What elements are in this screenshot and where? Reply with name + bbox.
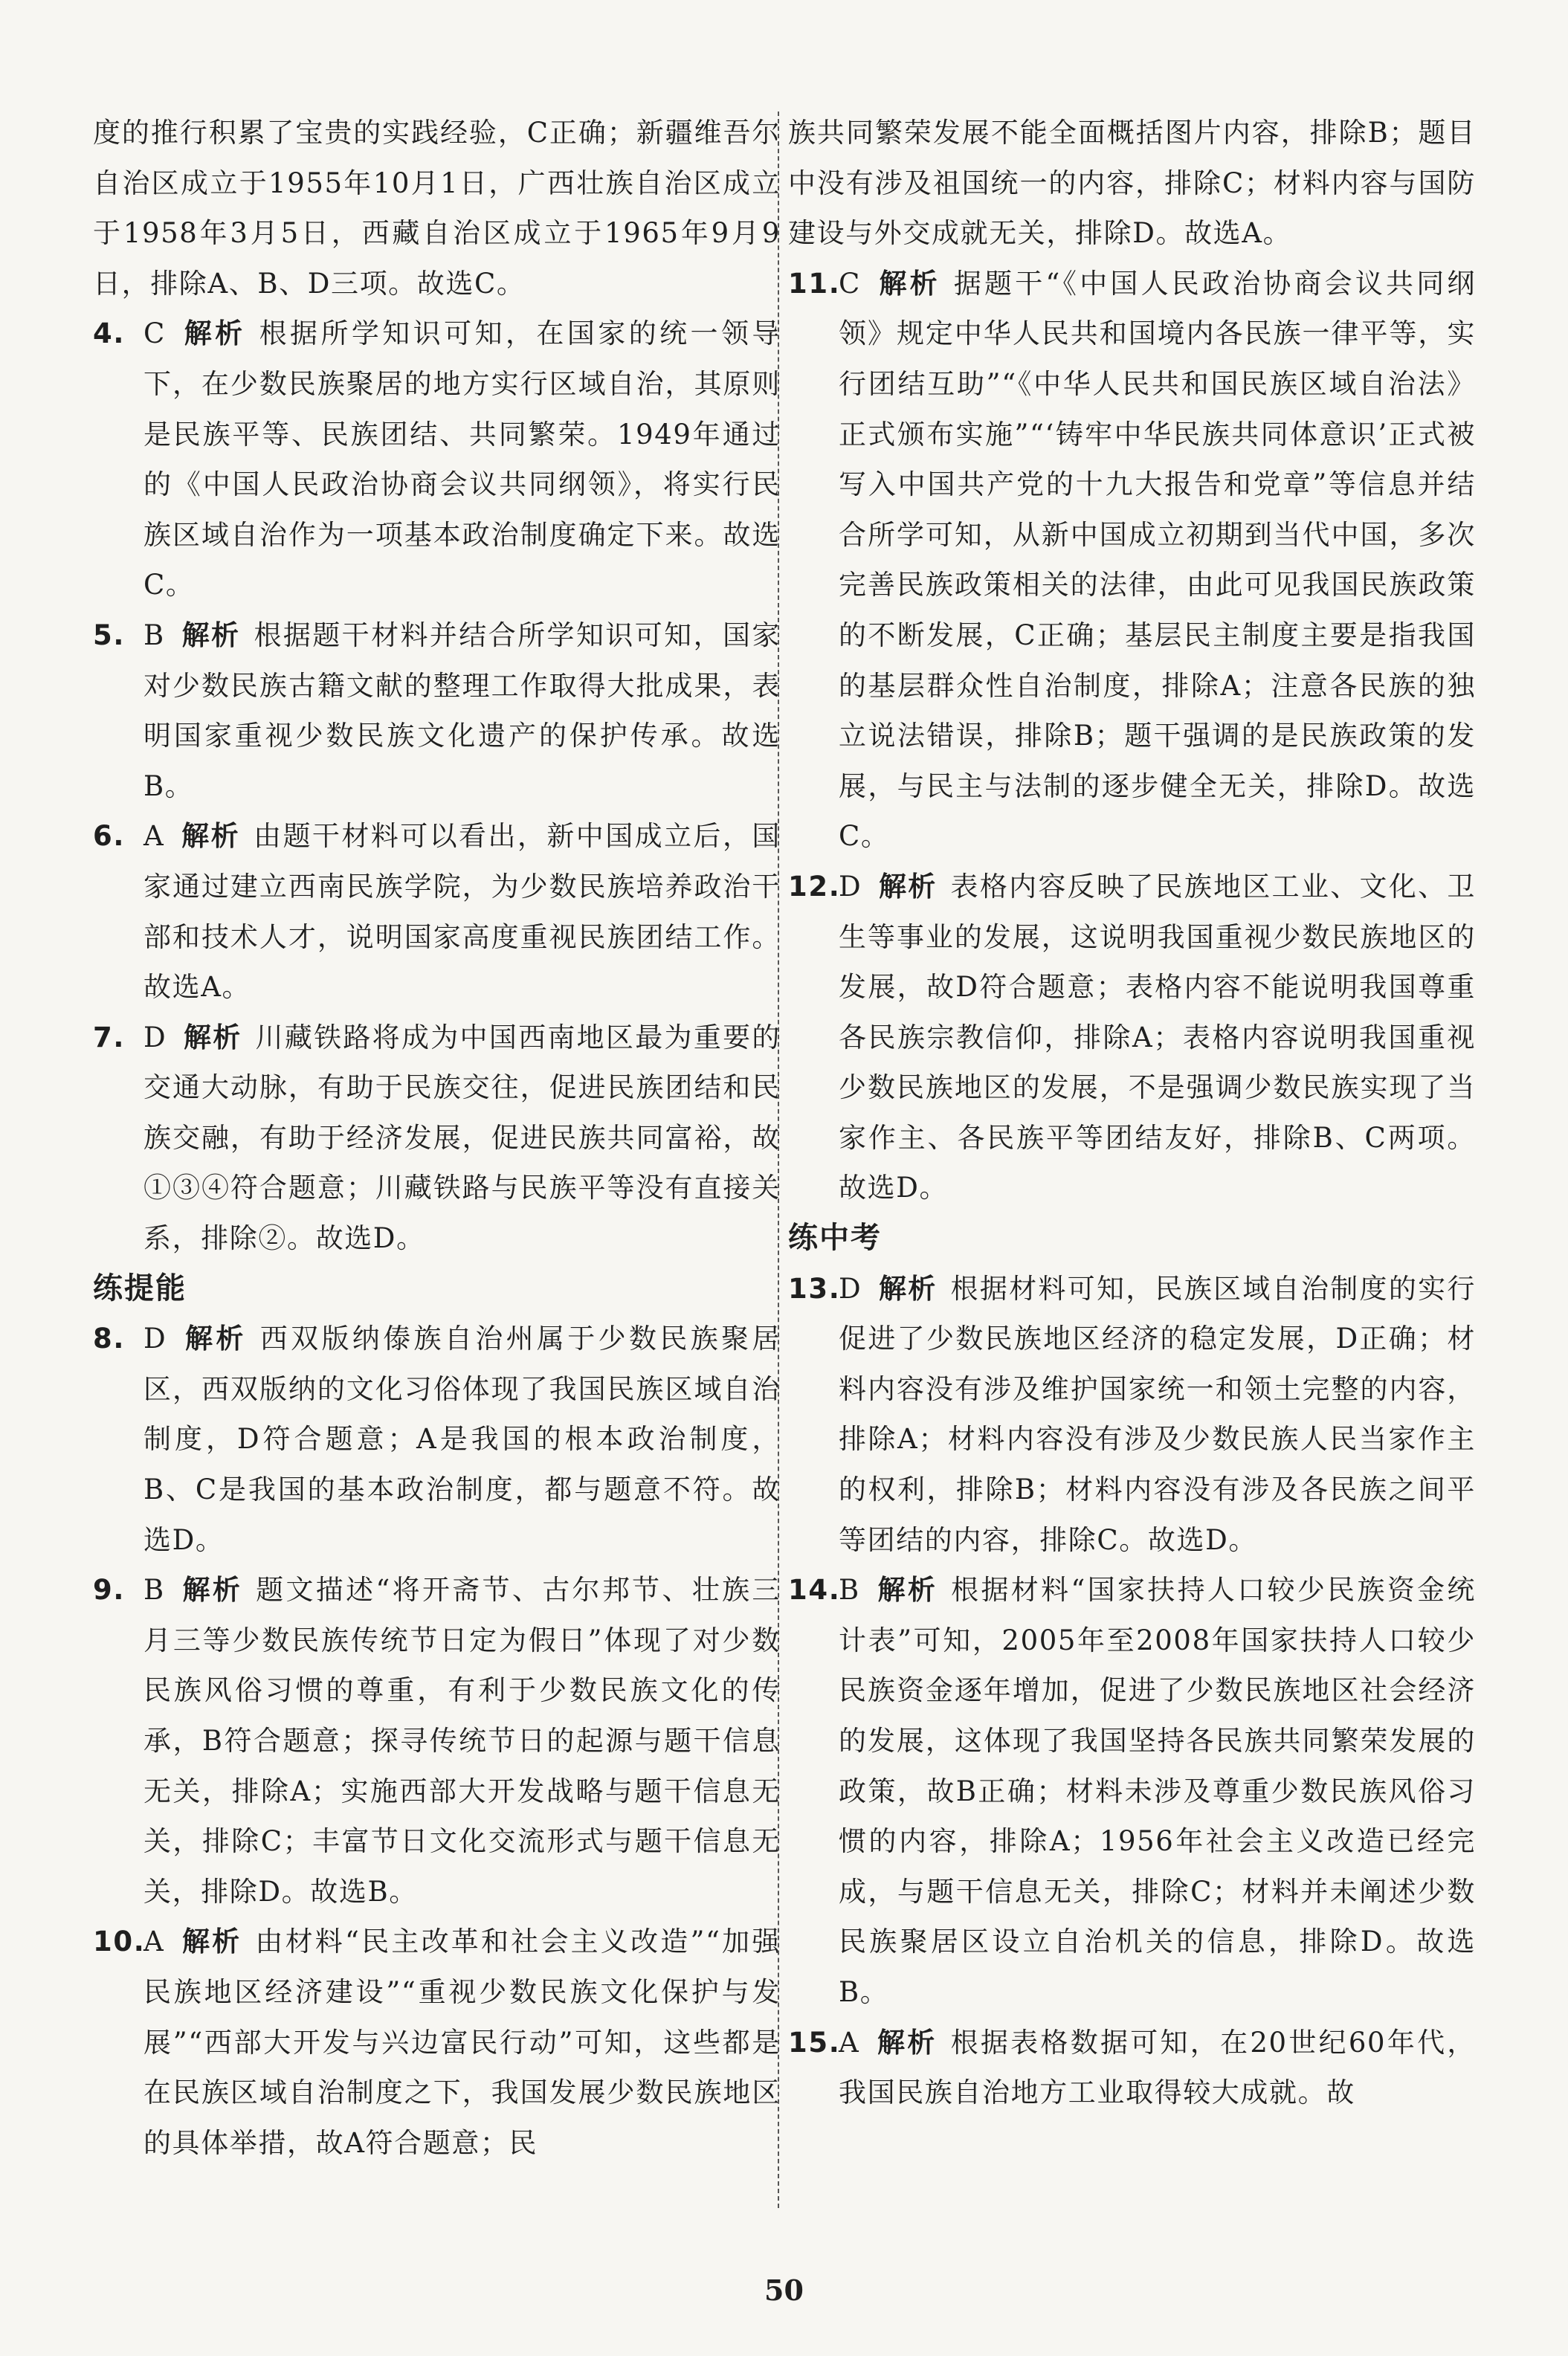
answer-letter: D <box>143 1323 167 1355</box>
left-continuation-text: 度的推行积累了宝贵的实践经验，C正确；新疆维吾尔自治区成立于1955年10月1日，广西壮族自治区成立于1958年3月5日，西藏自治区成立于1965年9月9日，排除A、B、D三项。故选C。 <box>93 117 781 300</box>
analysis-label: 解析 <box>181 1574 243 1607</box>
page-number: 50 <box>764 2273 804 2307</box>
answer-item-7 <box>93 1013 781 1264</box>
answer-item-10 <box>93 1917 781 2168</box>
answer-item-12 <box>788 862 1476 1213</box>
answer-letter: B <box>143 1574 165 1607</box>
question-number: 15. <box>788 2026 841 2059</box>
answer-item-6 <box>93 811 781 1012</box>
analysis-label: 解析 <box>876 1574 938 1607</box>
question-number: 11. <box>788 267 841 300</box>
question-number: 12. <box>788 870 841 903</box>
analysis-label: 解析 <box>181 1926 242 1958</box>
analysis-label: 解析 <box>183 1021 242 1053</box>
answer-letter: A <box>143 1926 165 1958</box>
section-heading-practice-exam: 练中考 <box>788 1221 882 1256</box>
section-heading-practice-ability: 练提能 <box>93 1271 187 1306</box>
analysis-text: 根据表格数据可知，在20世纪60年代，我国民族自治地方工业取得较大成就。故 <box>839 2026 1477 2109</box>
left-column <box>93 108 781 2168</box>
analysis-label: 解析 <box>877 267 941 300</box>
question-number: 9. <box>93 1574 126 1607</box>
answer-letter: C <box>839 267 861 300</box>
answer-letter: A <box>839 2026 860 2059</box>
answer-letter: B <box>143 619 165 651</box>
right-continuation-text: 族共同繁荣发展不能全面概括图片内容，排除B；题目中没有涉及祖国统一的内容，排除C；材料内容与国防建设与外交成就无关，排除D。故选A。 <box>788 117 1476 250</box>
analysis-label: 解析 <box>181 619 241 651</box>
analysis-text: 川藏铁路将成为中国西南地区最为重要的交通大动脉，有助于民族交往，促进民族团结和民族交融，有助于经济发展，促进民族共同富裕，故①③④符合题意；川藏铁路与民族平等没有直接关系，排除②。故选D。 <box>143 1021 781 1255</box>
analysis-text: 由题干材料可以看出，新中国成立后，国家通过建立西南民族学院，为少数民族培养政治干部和技术人才，说明国家高度重视民族团结工作。故选A。 <box>143 820 781 1004</box>
analysis-text: 由材料“民主改革和社会主义改造”“加强民族地区经济建设”“重视少数民族文化保护与发展”“西部大开发与兴边富民行动”可知，这些都是在民族区域自治制度之下，我国发展少数民族地区的具体举措，故A符合题意；民 <box>143 1926 781 2159</box>
answer-letter: A <box>143 820 165 853</box>
answer-item-11 <box>788 259 1476 862</box>
answer-item-4 <box>93 309 781 610</box>
analysis-label: 解析 <box>181 317 246 350</box>
answer-letter: D <box>839 1272 862 1305</box>
column-divider <box>778 112 779 2208</box>
answer-letter: C <box>143 317 166 350</box>
analysis-label: 解析 <box>878 870 938 903</box>
answer-letter: B <box>839 1574 860 1607</box>
analysis-text: 据题干“《中国人民政治协商会议共同纲领》规定中华人民共和国境内各民族一律平等，实行团结互助”“《中华人民共和国民族区域自治法》正式颁布实施”“‘铸牢中华民族共同体意识’正式被写入中国共产党的十九大报告和党章”等信息并结合所学可知，从新中国成立初期到当代中国，多次完善民族政策相关的法律，由此可见我国民族政策的不断发展，C正确；基层民主制度主要是指我国的基层群众性自治制度，排除A；注意各民族的独立说法错误，排除B；题干强调的是民族政策的发展，与民主与法制的逐步健全无关，排除D。故选C。 <box>839 267 1476 853</box>
analysis-label: 解析 <box>183 1323 247 1355</box>
answer-item-9 <box>93 1565 781 1917</box>
question-number: 4. <box>93 317 126 350</box>
analysis-text: 根据所学知识可知，在国家的统一领导下，在少数民族聚居的地方实行区域自治，其原则是民族平等、民族团结、共同繁荣。1949年通过的《中国人民政治协商会议共同纲领》，将实行民族区域自治作为一项基本政治制度确定下来。故选C。 <box>143 317 781 601</box>
question-number: 10. <box>93 1926 146 1958</box>
analysis-label: 解析 <box>181 820 241 853</box>
answer-item-8 <box>93 1314 781 1565</box>
question-number: 5. <box>93 619 126 651</box>
question-number: 6. <box>93 820 126 853</box>
question-number: 14. <box>788 1574 841 1607</box>
analysis-label: 解析 <box>876 2026 938 2059</box>
right-column <box>788 108 1476 2118</box>
analysis-text: 西双版纳傣族自治州属于少数民族聚居区，西双版纳的文化习俗体现了我国民族区域自治制度，D符合题意；A是我国的根本政治制度，B、C是我国的基本政治制度，都与题意不符。故选D。 <box>143 1323 781 1556</box>
question-number: 7. <box>93 1021 126 1053</box>
answer-item-5 <box>93 610 781 811</box>
question-number: 13. <box>788 1272 841 1305</box>
analysis-text: 表格内容反映了民族地区工业、文化、卫生等事业的发展，这说明我国重视少数民族地区的发展，故D符合题意；表格内容不能说明我国尊重各民族宗教信仰，排除A；表格内容说明我国重视少数民族地区的发展，不是强调少数民族实现了当家作主、各民族平等团结友好，排除B、C两项。故选D。 <box>839 870 1476 1204</box>
analysis-text: 题文描述“将开斋节、古尔邦节、壮族三月三等少数民族传统节日定为假日”体现了对少数民族风俗习惯的尊重，有利于少数民族文化的传承，B符合题意；探寻传统节日的起源与题干信息无关，排除A；实施西部大开发战略与题干信息无关，排除C；丰富节日文化交流形式与题干信息无关，排除D。故选B。 <box>143 1574 781 1908</box>
answer-letter: D <box>839 870 862 903</box>
answer-item-15 <box>788 2018 1476 2118</box>
analysis-label: 解析 <box>878 1272 938 1305</box>
analysis-text: 根据材料可知，民族区域自治制度的实行促进了少数民族地区经济的稳定发展，D正确；材料内容没有涉及维护国家统一和领土完整的内容，排除A；材料内容没有涉及少数民族人民当家作主的权利，排除B；材料内容没有涉及各民族之间平等团结的内容，排除C。故选D。 <box>839 1272 1476 1556</box>
question-number: 8. <box>93 1323 126 1355</box>
answer-item-14 <box>788 1565 1476 2017</box>
answer-item-13 <box>788 1264 1476 1566</box>
answer-letter: D <box>143 1021 167 1053</box>
analysis-text: 根据材料“国家扶持人口较少民族资金统计表”可知，2005年至2008年国家扶持人口较少民族资金逐年增加，促进了少数民族地区社会经济的发展，这体现了我国坚持各民族共同繁荣发展的政策，故B正确；材料未涉及尊重少数民族风俗习惯的内容，排除A；1956年社会主义改造已经完成，与题干信息无关，排除C；材料并未阐述少数民族聚居区设立自治机关的信息，排除D。故选B。 <box>839 1574 1476 2008</box>
analysis-text: 根据题干材料并结合所学知识可知，国家对少数民族古籍文献的整理工作取得大批成果，表明国家重视少数民族文化遗产的保护传承。故选B。 <box>143 619 781 802</box>
